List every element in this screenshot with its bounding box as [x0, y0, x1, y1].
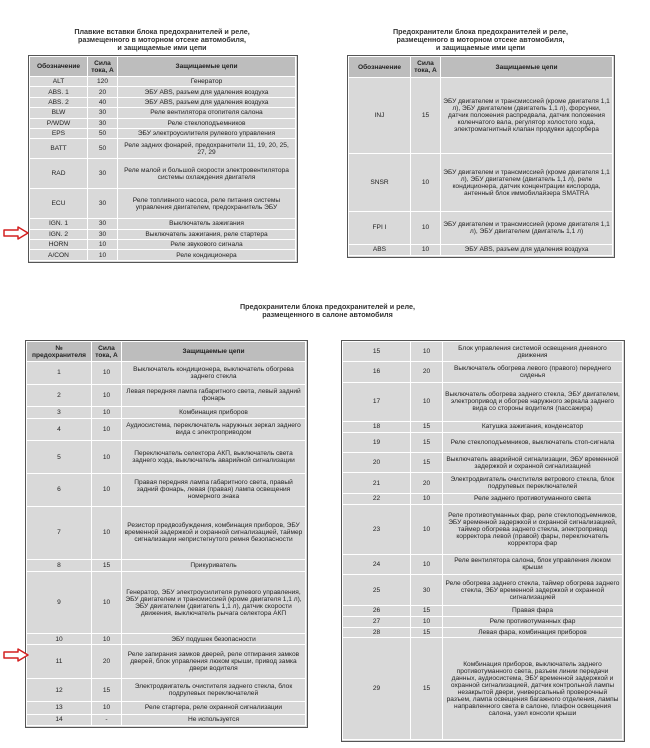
cell-current: 50 [88, 129, 118, 139]
table-row [349, 78, 613, 154]
table-row [349, 244, 613, 255]
cell-current: 10 [411, 504, 443, 554]
cell-circuits: Аудиосистема, переключатель наружных зеркал заднего вида с электроприводом [122, 418, 306, 441]
cell-circuits: Генератор, ЭБУ электроусилителя рулевого управления, ЭБУ двигателем и трансмиссией (кроме двигателя 1,1 л), ЭБУ двигателем (двигатель 1,1 л), датчик скорости движения, выключатель рычага селектора АКП [122, 572, 306, 634]
cell-designation: 3 [27, 407, 92, 418]
cell-designation: 9 [27, 572, 92, 634]
cell-designation: 24 [343, 554, 411, 574]
table-row [343, 453, 623, 473]
cell-current: 30 [88, 118, 118, 128]
cell-designation: 12 [27, 679, 92, 702]
table-row [343, 382, 623, 421]
cell-circuits: Реле кондиционера [118, 250, 296, 261]
cell-current: 15 [411, 606, 443, 617]
cell-designation: 14 [27, 714, 92, 725]
cell-designation: 20 [343, 453, 411, 473]
cell-designation: 26 [343, 606, 411, 617]
cell-current: 10 [88, 240, 118, 250]
table-row [27, 506, 306, 559]
block2-caption-line: и защищаемые ими цепи [435, 43, 526, 52]
cell-designation: 25 [343, 575, 411, 606]
arrow-icon [3, 226, 29, 240]
cell-current: 10 [411, 211, 441, 244]
cell-circuits: Реле заднего противотуманного света [443, 493, 623, 504]
table-row [343, 606, 623, 617]
table-row [27, 679, 306, 702]
cell-current: 40 [88, 97, 118, 107]
block2-caption-line: размещенного в моторном отсеке автомобиля, [396, 35, 565, 44]
cell-circuits: Генератор [118, 77, 296, 87]
cell-circuits: Выключатель кондиционера, выключатель обогрева заднего стекла [122, 362, 306, 385]
cell-circuits: Реле вентилятора салона, блок управления люком крыши [443, 554, 623, 574]
table-row [30, 118, 296, 128]
block3-caption-line: размещенного в салоне автомобиля [262, 310, 393, 319]
cell-current: 20 [411, 362, 443, 382]
cell-circuits: ЭБУ ABS, разъем для удаления воздуха [441, 244, 613, 255]
cell-current: 30 [88, 219, 118, 229]
cell-circuits: Электродвигатель очистителя ветрового стекла, блок подрулевых переключателей [443, 473, 623, 493]
block1-caption-line: размещенного в моторном отсеке автомобиля, [77, 35, 247, 44]
cell-circuits: Левая фара, комбинация приборов [443, 627, 623, 638]
cell-current: 30 [88, 229, 118, 239]
cell-designation: EPS [30, 129, 88, 139]
table-row [27, 362, 306, 385]
cell-current: 10 [92, 362, 122, 385]
table-row [30, 97, 296, 107]
cell-circuits: Реле запирания замков дверей, реле отпирания замков дверей, блок управления люком крыши, привод замка двери водителя [122, 645, 306, 679]
table-row [343, 432, 623, 452]
table-row [343, 575, 623, 606]
block3-right-table [342, 341, 623, 740]
cell-designation: HORN [30, 240, 88, 250]
cell-current: 50 [88, 139, 118, 159]
table-row [30, 139, 296, 159]
cell-circuits: Правая передняя лампа габаритного света, правый задний фонарь, левая (правая) лампа освещения номерного знака [122, 474, 306, 507]
table-row [27, 572, 306, 634]
cell-designation: P/WDW [30, 118, 88, 128]
cell-circuits: Реле звукового сигнала [118, 240, 296, 250]
cell-current: 30 [88, 108, 118, 118]
cell-current: 10 [411, 154, 441, 211]
cell-designation: 16 [343, 362, 411, 382]
cell-circuits: Не используется [122, 714, 306, 725]
table-row [30, 159, 296, 189]
arrow-icon [3, 648, 29, 662]
cell-circuits: Левая передняя лампа габаритного света, левый задний фонарь [122, 384, 306, 407]
table-row [27, 418, 306, 441]
cell-designation: ABS [349, 244, 411, 255]
cell-designation: 6 [27, 474, 92, 507]
cell-current: 10 [92, 407, 122, 418]
table-row [27, 701, 306, 714]
cell-designation: 8 [27, 559, 92, 572]
cell-circuits: Реле топливного насоса, реле питания системы управления двигателем, предохранитель ЭБУ [118, 189, 296, 219]
table-row [27, 645, 306, 679]
cell-circuits: Выключатель зажигания, реле стартера [118, 229, 296, 239]
cell-circuits: ЭБУ двигателем и трансмиссией (кроме двигателя 1,1 л), ЭБУ двигателем (двигатель 1,1 л), реле кондиционера, датчик концентрации кислорода, антенный блок иммобилайзера SMATRA [441, 154, 613, 211]
cell-circuits: Электродвигатель очистителя заднего стекла, блок подрулевых переключателей [122, 679, 306, 702]
cell-current: 120 [88, 77, 118, 87]
cell-designation: 4 [27, 418, 92, 441]
table-row [30, 77, 296, 87]
cell-designation: 27 [343, 616, 411, 627]
cell-designation: 22 [343, 493, 411, 504]
table-row [343, 504, 623, 554]
cell-circuits: ЭБУ подушек безопасности [122, 633, 306, 644]
cell-designation: SNSR [349, 154, 411, 211]
cell-circuits: Катушка зажигания, конденсатор [443, 422, 623, 433]
cell-designation: 13 [27, 701, 92, 714]
cell-circuits: Реле противотуманных фар [443, 616, 623, 627]
cell-circuits: Правая фара [443, 606, 623, 617]
cell-current: 30 [88, 159, 118, 189]
cell-circuits: ЭБУ двигателем и трансмиссией (кроме двигателя 1,1 л), ЭБУ двигателем (двигатель 1,1 л) [441, 211, 613, 244]
cell-current: 10 [92, 572, 122, 634]
table-row [343, 638, 623, 740]
cell-current: 10 [411, 244, 441, 255]
cell-circuits: ЭБУ ABS, разъем для удаления воздуха [118, 97, 296, 107]
cell-circuits: Резистор предвозбуждения, комбинация приборов, ЭБУ временной задержкой и охранной сигнализацией, таймер сигнализации непристегнутого ремня безопасности [122, 506, 306, 559]
cell-current: 10 [92, 506, 122, 559]
cell-circuits: Выключатель аварийной сигнализации, ЭБУ временной задержкой и охранной сигнализацией [443, 453, 623, 473]
cell-circuits: Выключатель обогрева левого (правого) переднего сиденья [443, 362, 623, 382]
cell-current: 10 [411, 382, 443, 421]
block1-caption-line: и защищаемые ими цепи [117, 43, 207, 52]
block1-caption-line: Плавкие вставки блока предохранителей и реле, [74, 27, 250, 36]
cell-designation: BLW [30, 108, 88, 118]
table-row [343, 362, 623, 382]
cell-designation: IGN. 2 [30, 229, 88, 239]
block2-caption-line: Предохранители блока предохранителей и реле, [392, 27, 568, 36]
block3-caption [195, 303, 460, 319]
cell-circuits: Выключатель зажигания [118, 219, 296, 229]
cell-designation: BATT [30, 139, 88, 159]
cell-designation: 7 [27, 506, 92, 559]
cell-circuits: Комбинация приборов [122, 407, 306, 418]
cell-designation: 1 [27, 362, 92, 385]
cell-current: 10 [92, 418, 122, 441]
cell-circuits: Реле стеклоподъемников, выключатель стоп-сигнала [443, 432, 623, 452]
cell-circuits: Реле малой и большой скорости электровентилятора системы охлаждения двигателя [118, 159, 296, 189]
cell-designation: 10 [27, 633, 92, 644]
cell-current: 15 [411, 638, 443, 740]
col-header: № предохранителя [27, 342, 92, 362]
cell-circuits: Выключатель обогрева заднего стекла, ЭБУ двигателем, электропривод и обогрев наружного зеркала заднего вида со стороны водителя (пассажира) [443, 382, 623, 421]
table-row [343, 554, 623, 574]
cell-circuits: Прикуриватель [122, 559, 306, 572]
table-row [30, 240, 296, 250]
cell-designation: ABS. 2 [30, 97, 88, 107]
table-row [30, 87, 296, 97]
cell-circuits: Реле стеклоподъемников [118, 118, 296, 128]
cell-designation: FPI I [349, 211, 411, 244]
table-row [27, 407, 306, 418]
table-row [27, 633, 306, 644]
cell-designation: 15 [343, 342, 411, 362]
cell-designation: 21 [343, 473, 411, 493]
cell-designation: 23 [343, 504, 411, 554]
col-header: Сила тока, А [411, 57, 441, 78]
cell-current: 10 [411, 554, 443, 574]
cell-circuits: Реле противотуманных фар, реле стеклоподъемников, ЭБУ временной задержкой и охранной сигнализацией, таймер обогрева заднего стекла, электропривод корректора левой (правой) фары, переключатель корректора фар [443, 504, 623, 554]
col-header: Обозначение [349, 57, 411, 78]
cell-current: 30 [88, 189, 118, 219]
cell-current: 15 [411, 627, 443, 638]
cell-current: 10 [92, 384, 122, 407]
cell-circuits: Реле вентилятора отопителя салона [118, 108, 296, 118]
cell-current: 10 [92, 701, 122, 714]
block3-caption-line: Предохранители блока предохранителей и реле, [239, 302, 415, 311]
cell-designation: 29 [343, 638, 411, 740]
col-header: Сила тока, А [92, 342, 122, 362]
cell-current: 20 [411, 473, 443, 493]
table-row [30, 250, 296, 261]
block2-caption [348, 28, 613, 52]
cell-current: 20 [92, 645, 122, 679]
cell-designation: ECU [30, 189, 88, 219]
cell-circuits: Комбинация приборов, выключатель заднего противотуманного света, разъем линии передачи данных, аудиосистема, ЭБУ временной задержкой и охранной сигнализацией, датчик контрольной лампы незакрытой двери, универсальный проверочный разъем, лампа освещения багажного отделения, лампы направленного света в салоне, плафон освещения салона, узел консоли крыши [443, 638, 623, 740]
cell-current: 10 [411, 342, 443, 362]
cell-current: 15 [411, 422, 443, 433]
cell-designation: 5 [27, 441, 92, 474]
cell-current: 10 [92, 441, 122, 474]
block1-table [29, 56, 296, 261]
cell-circuits: Реле обогрева заднего стекла, таймер обогрева заднего стекла, ЭБУ временной задержкой и охранной сигнализацией [443, 575, 623, 606]
table-row [27, 384, 306, 407]
cell-designation: 2 [27, 384, 92, 407]
table-row [30, 189, 296, 219]
cell-current: 15 [411, 453, 443, 473]
cell-designation: A/CON [30, 250, 88, 261]
col-header: Сила тока, А [88, 57, 118, 77]
table-row [343, 493, 623, 504]
cell-current: 30 [411, 575, 443, 606]
cell-designation: 11 [27, 645, 92, 679]
cell-current: 15 [92, 559, 122, 572]
table-row [343, 616, 623, 627]
cell-current: 15 [411, 432, 443, 452]
cell-designation: 19 [343, 432, 411, 452]
col-header: Защищаемые цепи [118, 57, 296, 77]
cell-current: 10 [92, 633, 122, 644]
cell-current: 10 [411, 493, 443, 504]
cell-current: 10 [92, 474, 122, 507]
table-row [30, 229, 296, 239]
table-row [27, 714, 306, 725]
table-row [343, 342, 623, 362]
cell-designation: RAD [30, 159, 88, 189]
table-row [30, 219, 296, 229]
table-row [27, 441, 306, 474]
cell-designation: ABS. 1 [30, 87, 88, 97]
table-row [343, 422, 623, 433]
table-row [349, 211, 613, 244]
col-header: Обозначение [30, 57, 88, 77]
cell-circuits: ЭБУ ABS, разъем для удаления воздуха [118, 87, 296, 97]
table-row [349, 154, 613, 211]
cell-circuits: ЭБУ двигателем и трансмиссией (кроме двигателя 1,1 л), ЭБУ двигателем (двигатель 1,1 л), форсунки, датчик положения распредвала, датчик положения коленчатого вала, регулятор холостого хода, электромагнитный клапан продувки адсорбера [441, 78, 613, 154]
cell-designation: INJ [349, 78, 411, 154]
cell-current: 15 [411, 78, 441, 154]
block3-left-table [26, 341, 306, 726]
cell-circuits: Реле задних фонарей, предохранители 11, 19, 20, 25, 27, 29 [118, 139, 296, 159]
cell-designation: ALT [30, 77, 88, 87]
col-header: Защищаемые цепи [441, 57, 613, 78]
table-row [30, 129, 296, 139]
cell-circuits: ЭБУ электроусилителя рулевого управления [118, 129, 296, 139]
table-row [343, 627, 623, 638]
cell-designation: 17 [343, 382, 411, 421]
cell-circuits: Реле стартера, реле охранной сигнализации [122, 701, 306, 714]
table-row [30, 108, 296, 118]
table-row [343, 473, 623, 493]
table-row [27, 559, 306, 572]
cell-circuits: Блок управления системой освещения дневного движения [443, 342, 623, 362]
cell-current: 10 [88, 250, 118, 261]
block2-table [348, 56, 613, 256]
cell-designation: 18 [343, 422, 411, 433]
cell-designation: IGN. 1 [30, 219, 88, 229]
block1-caption [28, 28, 296, 52]
cell-designation: 28 [343, 627, 411, 638]
cell-current: - [92, 714, 122, 725]
table-row [27, 474, 306, 507]
cell-circuits: Переключатель селектора АКП, выключатель света заднего хода, выключатель аварийной сигнализации [122, 441, 306, 474]
cell-current: 10 [411, 616, 443, 627]
col-header: Защищаемые цепи [122, 342, 306, 362]
cell-current: 15 [92, 679, 122, 702]
cell-current: 20 [88, 87, 118, 97]
